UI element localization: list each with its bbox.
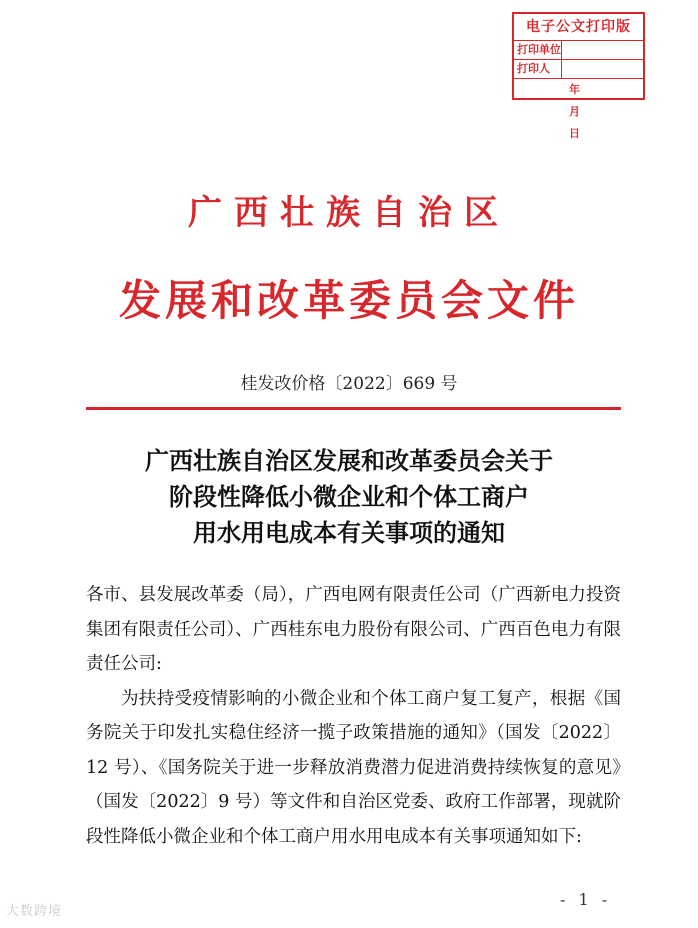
document-number: 桂发改价格〔2022〕669 号 — [240, 374, 458, 394]
stamp-unit-label: 打印单位 — [514, 41, 562, 59]
stamp-person-row — [514, 60, 643, 79]
title-line-2: 阶段性降低小微企业和个体工商户 — [169, 482, 529, 511]
issuing-org-line2: 发展和改革委员会文件 — [118, 276, 579, 325]
addressee-paragraph: 各市、县发展改革委（局），广西电网有限责任公司（广西新电力投资集团有限责任公司）、广西桂东电力股份有限公司、广西百色电力有限责任公司: — [86, 585, 621, 674]
stamp-person-label: 打印人 — [514, 60, 562, 78]
stamp-unit-value — [562, 41, 643, 59]
stamp-person-value — [562, 60, 643, 78]
watermark-logo: 大数跨境 — [6, 904, 63, 919]
document-body — [86, 578, 621, 854]
stamp-month-label: 月 — [569, 105, 580, 118]
stamp-day-label: 日 — [569, 127, 580, 140]
document-title — [0, 443, 698, 551]
page-number: - 1 - — [560, 890, 612, 909]
stamp-title: 电子公文打印版 — [514, 14, 643, 41]
issuing-org-line1: 广西壮族自治区 — [188, 193, 510, 233]
stamp-date-row — [514, 79, 643, 140]
print-stamp — [512, 12, 645, 140]
red-divider — [86, 407, 621, 410]
stamp-unit-row — [514, 41, 643, 60]
body-paragraph-1: 为扶持受疫情影响的小微企业和个体工商户复工复产，根据《国务院关于印发扎实稳住经济一揽子政策措施的通知》（国发〔2022〕12 号）、《国务院关于进一步释放消费潜力促进消费持续恢复的意见》（国发〔2022〕9 号）等文件和自治区党委、政府工作部署，现就阶段性降低小微企业和个体工商户用水用电成本有关事项通知如下: — [86, 688, 621, 847]
stamp-year-label: 年 — [569, 83, 580, 96]
title-line-1: 广西壮族自治区发展和改革委员会关于 — [145, 446, 553, 475]
title-line-3: 用水用电成本有关事项的通知 — [193, 518, 505, 547]
